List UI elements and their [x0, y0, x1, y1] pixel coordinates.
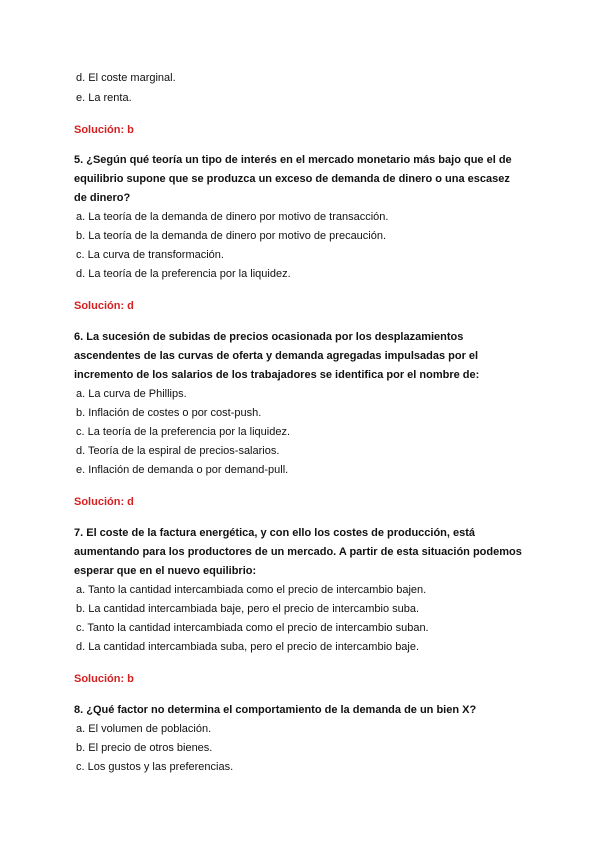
- question-8-line-1: 8. ¿Qué factor no determina el comportamiento de la demanda de un bien X?: [74, 704, 477, 716]
- question-6-line-1: 6. La sucesión de subidas de precios ocasionada por los desplazamientos: [74, 331, 464, 343]
- question-8-option-a: a. El volumen de población.: [76, 723, 212, 735]
- question-6-option-c: c. La teoría de la preferencia por la liquidez.: [76, 426, 291, 438]
- question-5-option-b: b. La teoría de la demanda de dinero por motivo de precaución.: [76, 230, 387, 242]
- question-5-option-d: d. La teoría de la preferencia por la liquidez.: [76, 268, 291, 280]
- question-7-line-1: 7. El coste de la factura energética, y con ello los costes de producción, está: [74, 527, 476, 539]
- question-7-line-2: aumentando para los productores de un mercado. A partir de esta situación podemos: [74, 546, 522, 558]
- question-7-option-a: a. Tanto la cantidad intercambiada como el precio de intercambio bajen.: [76, 584, 427, 596]
- question-5-line-2: equilibrio supone que se produzca un exceso de demanda de dinero o una escasez: [74, 173, 510, 185]
- question-7-option-b: b. La cantidad intercambiada baje, pero el precio de intercambio suba.: [76, 603, 420, 615]
- question-5-line-3: de dinero?: [74, 192, 131, 204]
- question-6-solution: Solución: d: [74, 496, 134, 508]
- question-5-option-a: a. La teoría de la demanda de dinero por motivo de transacción.: [76, 211, 389, 223]
- question-5-solution: Solución: d: [74, 300, 134, 312]
- question-8-option-b: b. El precio de otros bienes.: [76, 742, 213, 754]
- option-e-prev: e. La renta.: [76, 92, 132, 104]
- option-d-prev: d. El coste marginal.: [76, 72, 176, 84]
- solution-prev: Solución: b: [74, 124, 134, 136]
- question-5-line-1: 5. ¿Según qué teoría un tipo de interés en el mercado monetario más bajo que el de: [74, 154, 512, 166]
- question-7-line-3: esperar que en el nuevo equilibrio:: [74, 565, 257, 577]
- question-5-option-c: c. La curva de transformación.: [76, 249, 224, 261]
- question-7-option-d: d. La cantidad intercambiada suba, pero el precio de intercambio baje.: [76, 641, 420, 653]
- question-6-line-3: incremento de los salarios de los trabajadores se identifica por el nombre de:: [74, 369, 480, 381]
- question-6-option-a: a. La curva de Phillips.: [76, 388, 187, 400]
- question-6-line-2: ascendentes de las curvas de oferta y demanda agregadas impulsadas por el: [74, 350, 479, 362]
- question-6-option-b: b. Inflación de costes o por cost-push.: [76, 407, 262, 419]
- question-7-solution: Solución: b: [74, 673, 134, 685]
- question-7-option-c: c. Tanto la cantidad intercambiada como el precio de intercambio suban.: [76, 622, 429, 634]
- question-8-option-c: c. Los gustos y las preferencias.: [76, 761, 234, 773]
- question-6-option-e: e. Inflación de demanda o por demand-pull.: [76, 464, 289, 476]
- question-6-option-d: d. Teoría de la espiral de precios-salarios.: [76, 445, 280, 457]
